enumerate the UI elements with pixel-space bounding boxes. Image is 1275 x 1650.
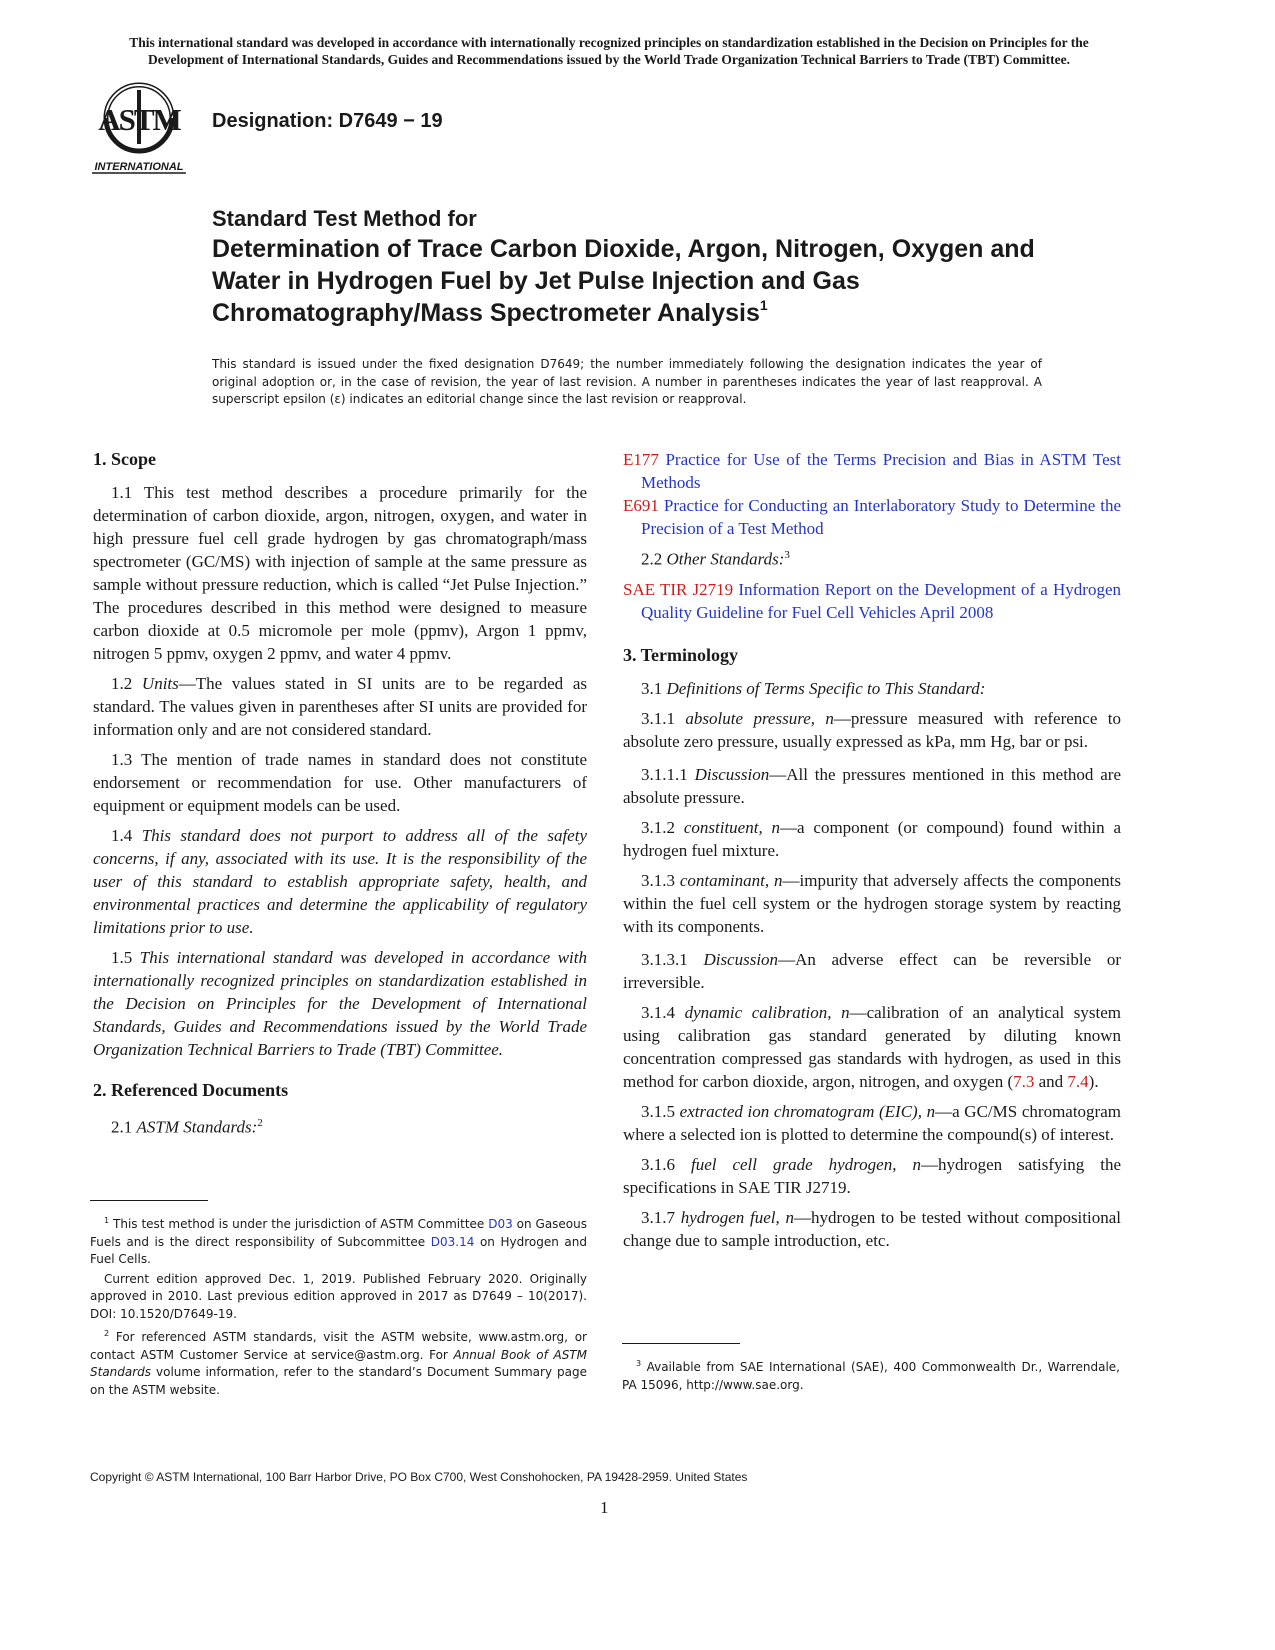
document-title [212, 205, 1092, 329]
footnote-1-edition: Current edition approved Dec. 1, 2019. Published February 2020. Originally approved in 2010. Last previous edition approved in 2017 as D7649 – 10(2017). DOI: 10.1520/D7649-19. [90, 1271, 587, 1321]
footnotes-left [90, 1212, 587, 1401]
right-column [623, 448, 1121, 1259]
para-3-1-5: 3.1.5 extracted ion chromatogram (EIC), n—a GC/MS chromatogram where a selected ion is plotted to determine the compound(s) of interest. [623, 1101, 1121, 1144]
ref-e177-title[interactable]: Practice for Use of the Terms Precision and Bias in ASTM Test Methods [641, 450, 1121, 492]
footnote-2: $^2$ For referenced ASTM standards, visit the ASTM website, www.astm.org, or contact ASTM Customer Service at service@astm.org. For Annual Book of ASTM Standards volume information, refer to the standard’s Document Summary page on the ASTM website. [90, 1329, 587, 1397]
title-main: Determination of Trace Carbon Dioxide, Argon, Nitrogen, Oxygen and Water in Hydrogen Fuel by Jet Pulse Injection and Gas Chromatography/Mass Spectrometer Analysis [212, 235, 1035, 327]
svg-text:INTERNATIONAL: INTERNATIONAL [94, 161, 184, 173]
para-2-2: 2.2 Other Standards:$^3$ [641, 549, 790, 569]
copyright: Copyright © ASTM International, 100 Barr Harbor Drive, PO Box C700, West Conshohocken, PA 19428-2959. United States [90, 1470, 748, 1484]
para-3-1-6: 3.1.6 fuel cell grade hydrogen, n—hydrogen satisfying the specifications in SAE TIR J2719. [623, 1154, 1121, 1197]
footnote-rule-right [622, 1343, 740, 1344]
title-footnote-mark: 1 [759, 297, 768, 313]
para-3-1: 3.1 Definitions of Terms Specific to This Standard: [641, 678, 986, 698]
footnote-rule-left [90, 1200, 208, 1201]
para-3-1-1-1: 3.1.1.1 Discussion—All the pressures mentioned in this method are absolute pressure. [623, 764, 1121, 807]
link-7-4[interactable]: 7.4 [1067, 1071, 1089, 1091]
designation: Designation: D7649 − 19 [212, 110, 443, 132]
link-d03[interactable]: D03 [488, 1217, 513, 1231]
para-3-1-3-1: 3.1.3.1 Discussion—An adverse effect can be reversible or irreversible. [623, 949, 1122, 992]
para-1-4: 1.4 This standard does not purport to address all of the safety concerns, if any, associated with its use. It is the responsibility of the user of this standard to establish appropriate safety, health, and environmental practices and determine the applicability of regulatory limitations prior to use. [93, 826, 587, 937]
para-3-1-1: 3.1.1 absolute pressure, n—pressure measured with reference to absolute zero pressure, usually expressed as kPa, mm Hg, bar or psi. [623, 708, 1122, 751]
ref-e691-title[interactable]: Practice for Conducting an Interlaboratory Study to Determine the Precision of a Test Method [641, 496, 1121, 538]
ref-sae-code[interactable]: SAE TIR J2719 [623, 579, 734, 599]
left-column [93, 448, 587, 1146]
para-3-1-7: 3.1.7 hydrogen fuel, n—hydrogen to be tested without compositional change due to sample introduction, etc. [623, 1207, 1121, 1250]
ref-e177[interactable] [623, 448, 1121, 494]
ref-e177-code[interactable]: E177 [623, 450, 659, 469]
link-7-3[interactable]: 7.3 [1013, 1071, 1035, 1091]
para-3-1-3: 3.1.3 contaminant, n—impurity that adversely affects the components within the fuel cell system or the hydrogen storage system by reacting with its components. [623, 870, 1122, 936]
svg-text:ASTM: ASTM [98, 102, 180, 137]
astm-international-logo [92, 82, 192, 176]
page-number: 1 [600, 1498, 609, 1517]
para-1-5: 1.5 This international standard was developed in accordance with internationally recognized principles on standardization established in the Decision on Principles for the Development of International Standards, Guides and Recommendations issued by the World Trade Organization Technical Barriers to Trade (TBT) Committee. [93, 948, 587, 1059]
wto-notice: This international standard was developed in accordance with internationally recognized principles on standardization established in the Decision on Principles for the Development of International Standards, Guides and Recommendations issued by the World Trade Organization Technical Barriers to Trade (TBT) Committee. [129, 35, 1089, 67]
ref-sae-j2719[interactable] [623, 578, 1121, 624]
link-d03-14[interactable]: D03.14 [430, 1234, 475, 1249]
ref-sae-title[interactable]: Information Report on the Development of a Hydrogen Quality Guideline for Fuel Cell Vehicles April 2008 [641, 579, 1122, 622]
para-2-1: 2.1 ASTM Standards:$^2$ [111, 1117, 263, 1137]
issued-note: This standard is issued under the fixed designation D7649; the number immediately following the designation indicates the year of original adoption or, in the case of revision, the year of last revision. A number in parentheses indicates the year of last reapproval. A superscript epsilon (ε) indicates an editorial change since the last revision or reapproval. [212, 357, 1042, 406]
terminology-heading: 3. Terminology [623, 644, 739, 665]
scope-heading: 1. Scope [93, 449, 156, 469]
footnote-3: $^3$ Available from SAE International (SAE), 400 Commonwealth Dr., Warrendale, PA 15096, http://www.sae.org. [622, 1359, 1120, 1392]
para-1-1: 1.1 This test method describes a procedure primarily for the determination of carbon dioxide, argon, nitrogen, oxygen, and water in high pressure fuel cell grade hydrogen by gas chromatograph/mass spectrometer (GC/MS) with injection of sample at the same pressure as sample without pressure reduction, which is called “Jet Pulse Injection.” The procedures described in this method were designed to measure carbon dioxide at 0.5 micromole per mole (ppmv), Argon 1 ppmv, nitrogen 5 ppmv, oxygen 2 ppmv, and water 4 ppmv. [93, 483, 587, 663]
para-3-1-4: 3.1.4 dynamic calibration, n—calibration of an analytical system using calibration gas standard generated by diluting known concentration compressed gas standards with hydrogen, as used in this method for carbon dioxide, argon, nitrogen, and oxygen (7.3 and 7.4). [623, 1002, 1121, 1091]
ref-e691-code[interactable]: E691 [623, 496, 659, 515]
para-3-1-2: 3.1.2 constituent, n—a component (or compound) found within a hydrogen fuel mixture. [623, 817, 1121, 860]
footnotes-right [622, 1355, 1120, 1396]
ref-e691[interactable] [623, 494, 1121, 540]
para-1-2: 1.2 Units—The values stated in SI units are to be regarded as standard. The values given in parentheses after SI units are provided for information only and are not considered standard. [93, 674, 587, 739]
title-line1: Standard Test Method for [212, 206, 477, 231]
para-1-3: 1.3 The mention of trade names in standard does not constitute endorsement or recommendation for use. Other manufacturers of equipment or equipment models can be used. [93, 750, 587, 815]
footnote-1: $^1$ This test method is under the jurisdiction of ASTM Committee D03 on Gaseous Fuels and is the direct responsibility of Subcommittee D03.14 on Hydrogen and Fuel Cells. [90, 1216, 588, 1266]
refdocs-heading: 2. Referenced Documents [93, 1080, 289, 1100]
